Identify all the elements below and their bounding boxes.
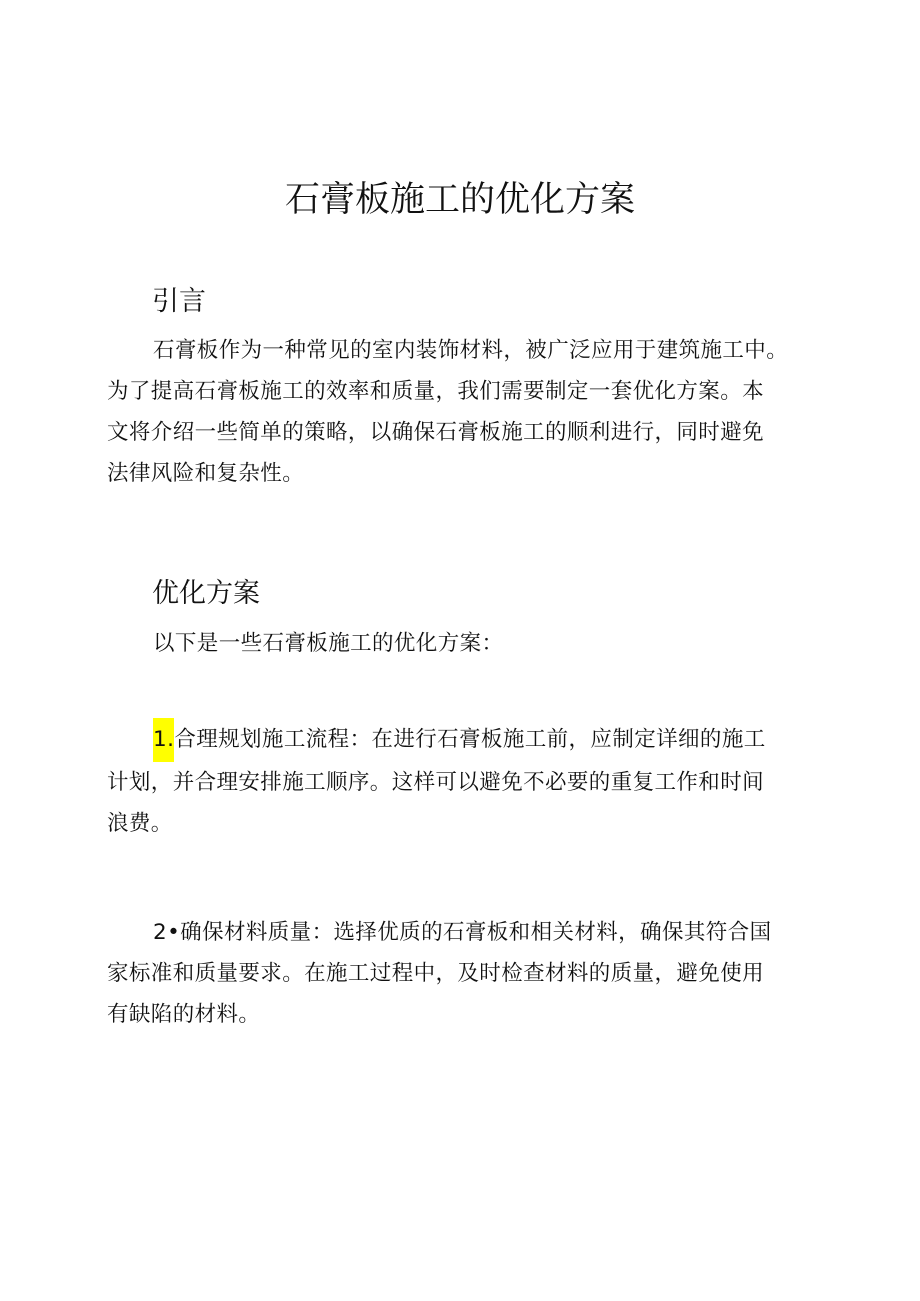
section-heading-introduction: 引言 — [152, 286, 206, 317]
paragraph-line: 法律风险和复杂性。 — [107, 461, 305, 486]
list-item-1 — [107, 718, 817, 844]
list-item-first-line — [107, 912, 817, 953]
optimization-intro — [107, 623, 817, 664]
paragraph-line: 文将介绍一些简单的策略，以确保石膏板施工的顺利进行，同时避免 — [107, 420, 765, 445]
section-heading-optimization-plan: 优化方案 — [152, 578, 260, 609]
paragraph-line: 为了提高石膏板施工的效率和质量，我们需要制定一套优化方案。本 — [107, 379, 765, 404]
list-item-number-highlighted: 1. — [153, 718, 174, 762]
list-item-number: 2• — [153, 920, 181, 945]
paragraph-line: 有缺陷的材料。 — [107, 1002, 261, 1027]
paragraph-line: 浪费。 — [107, 811, 173, 836]
document-title: 石膏板施工的优化方案 — [284, 180, 635, 220]
paragraph-line: 石膏板作为一种常见的室内装饰材料，被广泛应用于建筑施工中。 — [153, 338, 789, 363]
introduction-paragraph — [107, 330, 817, 494]
list-item-text: 合理规划施工流程：在进行石膏板施工前，应制定详细的施工 — [174, 727, 766, 752]
paragraph-line: 计划，并合理安排施工顺序。这样可以避免不必要的重复工作和时间 — [107, 770, 765, 795]
paragraph-line: 以下是一些石膏板施工的优化方案： — [153, 631, 504, 656]
paragraph-line: 家标准和质量要求。在施工过程中，及时检查材料的质量，避免使用 — [107, 961, 765, 986]
list-item-text: 确保材料质量：选择优质的石膏板和相关材料，确保其符合国 — [180, 920, 772, 945]
list-item-first-line — [107, 718, 817, 762]
list-item-2 — [107, 912, 817, 1035]
